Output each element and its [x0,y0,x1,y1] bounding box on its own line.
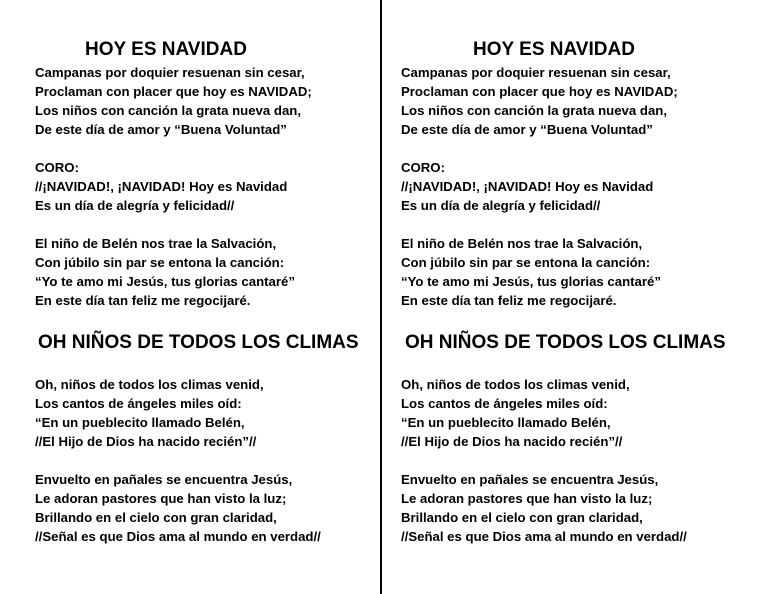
lyric-line: Envuelto en pañales se encuentra Jesús, [35,472,293,487]
lyric-line: //Señal es que Dios ama al mundo en verdad// [401,529,687,544]
lyric-line: Le adoran pastores que han visto la luz; [35,491,287,506]
lyric-line: De este día de amor y “Buena Voluntad” [35,122,287,137]
song1-verse1 [35,63,312,139]
lyric-line: Los niños con canción la grata nueva dan, [401,103,668,118]
song1-chorus [401,158,653,215]
lyric-line: Brillando en el cielo con gran claridad, [35,510,277,525]
lyric-line: Oh, niños de todos los climas venid, [401,377,630,392]
lyric-line: Envuelto en pañales se encuentra Jesús, [401,472,659,487]
lyric-line: En este día tan feliz me regocijaré. [35,293,251,308]
lyric-line: Oh, niños de todos los climas venid, [35,377,264,392]
lyric-line: “Yo te amo mi Jesús, tus glorias cantaré” [401,274,661,289]
song1-title: HOY ES NAVIDAD [473,39,635,60]
lyric-line: De este día de amor y “Buena Voluntad” [401,122,653,137]
song1-title: HOY ES NAVIDAD [85,39,247,60]
lyric-line: Proclaman con placer que hoy es NAVIDAD; [401,84,678,99]
lyric-line: “Yo te amo mi Jesús, tus glorias cantaré” [35,274,295,289]
song1-verse1 [401,63,678,139]
song2-title: OH NIÑOS DE TODOS LOS CLIMAS [405,332,726,353]
lyric-line: Los niños con canción la grata nueva dan, [35,103,302,118]
lyric-line: Proclaman con placer que hoy es NAVIDAD; [35,84,312,99]
song2-verse2 [35,470,321,546]
lyric-line: Es un día de alegría y felicidad// [35,198,235,213]
song1-verse2 [401,234,661,310]
lyric-line: //¡NAVIDAD!, ¡NAVIDAD! Hoy es Navidad [401,179,654,194]
lyric-line: En este día tan feliz me regocijaré. [401,293,617,308]
lyric-line: Con júbilo sin par se entona la canción: [401,255,651,270]
song1-verse2 [35,234,295,310]
lyric-line: El niño de Belén nos trae la Salvación, [401,236,643,251]
lyric-line: Los cantos de ángeles miles oíd: [35,396,242,411]
lyric-line: Con júbilo sin par se entona la canción: [35,255,285,270]
song2-verse1 [401,375,630,451]
lyric-line: Brillando en el cielo con gran claridad, [401,510,643,525]
lyric-line: Campanas por doquier resuenan sin cesar, [35,65,305,80]
lyric-line: Campanas por doquier resuenan sin cesar, [401,65,671,80]
lyric-line: Es un día de alegría y felicidad// [401,198,601,213]
song2-verse2 [401,470,687,546]
lyric-line: Los cantos de ángeles miles oíd: [401,396,608,411]
lyric-line: //¡NAVIDAD!, ¡NAVIDAD! Hoy es Navidad [35,179,288,194]
lyric-line: El niño de Belén nos trae la Salvación, [35,236,277,251]
lyric-line: Le adoran pastores que han visto la luz; [401,491,653,506]
lyric-line: //El Hijo de Dios ha nacido recién”// [401,434,623,449]
chorus-label: CORO: [401,160,445,175]
song1-chorus [35,158,287,215]
lyric-line: //Señal es que Dios ama al mundo en verdad// [35,529,321,544]
lyric-line: “En un pueblecito llamado Belén, [401,415,611,430]
song2-verse1 [35,375,264,451]
column-divider [380,0,382,594]
chorus-label: CORO: [35,160,79,175]
song2-title: OH NIÑOS DE TODOS LOS CLIMAS [38,332,359,353]
lyric-line: //El Hijo de Dios ha nacido recién”// [35,434,257,449]
lyric-line: “En un pueblecito llamado Belén, [35,415,245,430]
right-column [388,0,760,594]
left-column [0,0,372,594]
